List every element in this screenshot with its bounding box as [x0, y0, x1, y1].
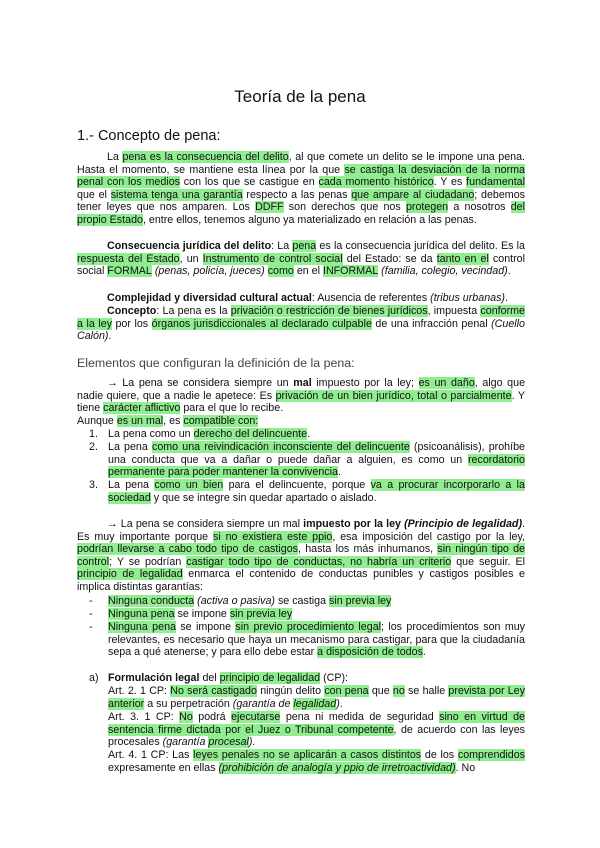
text-run: del — [199, 672, 220, 684]
italic-run: ) — [336, 697, 340, 710]
text-run: Aunque — [77, 415, 117, 427]
highlight: INFORMAL — [322, 265, 379, 278]
highlight: sino en virtud de sentencia firme dictada por el Juez o Tribunal competente — [108, 711, 525, 736]
text-run: . — [307, 428, 311, 440]
text-run: expresamente en ellas — [108, 761, 219, 774]
highlight: como una reivindicación inconsciente del delincuente — [151, 441, 410, 453]
italic-run: (familia, colegio, vecindad) — [378, 265, 508, 278]
highlight: principio de legalidad — [219, 672, 321, 684]
list-text — [108, 441, 525, 479]
text-run: , hasta los más inhumanos, — [297, 543, 438, 556]
highlight: no — [392, 685, 405, 697]
list-marker: a) — [89, 672, 99, 684]
highlight: del propio Estado — [77, 201, 525, 226]
text-run: es la consecuencia jurídica del delito. Es la — [316, 240, 526, 252]
highlight: sin ningún tipo de control — [77, 543, 525, 568]
highlight: DDFF — [255, 201, 284, 214]
text-run: , un — [179, 252, 203, 265]
highlight: principio de legalidad — [77, 568, 183, 581]
list-dash: - — [89, 621, 93, 633]
list-text — [108, 672, 525, 685]
document-title: Teoría de la pena — [234, 87, 366, 106]
italic-run: (activa o pasiva) — [194, 595, 275, 607]
bold-term: mal — [293, 377, 312, 389]
highlight: Ninguna pena — [108, 621, 176, 633]
text-run: . — [505, 292, 508, 304]
highlight: sin previa ley — [329, 595, 392, 607]
italic-run: (garantía — [162, 736, 209, 749]
list-dash: - — [89, 595, 93, 607]
highlight: como un bien — [154, 479, 224, 491]
list-item — [77, 672, 525, 685]
highlight: derecho del delincuente — [193, 428, 308, 440]
highlight: recordatorio permanente para poder mantener la convivencia — [108, 453, 525, 479]
text-run: , es — [163, 415, 184, 427]
text-run: podrá — [192, 711, 232, 723]
text-run: son derechos que nos — [283, 201, 406, 214]
text-run: pena ni medida de seguridad — [280, 711, 440, 723]
text-run: Art. 2. 1 CP: — [108, 685, 171, 697]
italic-run: (penas, policía, jueces) — [151, 265, 265, 278]
text-run: del Estado: se da — [342, 252, 437, 265]
list-marker: 3. — [89, 479, 98, 491]
paragraph-aunque — [77, 415, 525, 428]
highlight: que ampare al ciudadano — [351, 188, 475, 201]
text-run: : La — [271, 240, 293, 252]
text-run: , al que comete un delito se le impone una pena. Hasta el momento, se mantiene esta línea por la que — [77, 151, 525, 176]
highlight: Ninguna pena — [108, 608, 175, 620]
paragraph-consecuencia — [77, 240, 525, 278]
highlight: a disposición de todos — [317, 646, 423, 659]
highlight: prevista por Ley anterior — [108, 685, 525, 710]
list-item — [77, 608, 525, 621]
list-text — [108, 621, 525, 659]
highlight: No será castigado — [170, 685, 257, 697]
highlight: legalidad — [293, 697, 337, 710]
highlight: como — [267, 265, 294, 278]
section-heading: 1.- Concepto de pena: — [77, 128, 221, 144]
text-run: La — [107, 151, 123, 163]
highlight: si no existiera este ppio — [213, 530, 333, 543]
text-run: ; debemos tener leyes que nos amparen. Los — [77, 188, 525, 214]
highlight: pena es la consecuencia del delito — [122, 151, 289, 163]
highlight: FORMAL — [107, 265, 152, 278]
list-text — [108, 428, 525, 441]
article-4 — [108, 749, 525, 774]
highlight: sin previa ley — [229, 608, 293, 620]
list-text — [108, 479, 525, 504]
list-marker: 2. — [89, 441, 98, 453]
highlight: compatible con: — [183, 415, 259, 427]
article-3 — [108, 711, 525, 749]
highlight: carácter aflictivo — [103, 402, 181, 415]
text-run: a su perpetración — [144, 697, 233, 710]
text-run: , algo que nadie quiere, que a nadie le apetece: Es — [77, 377, 526, 402]
text-run: Art. 4. 1 CP: Las — [108, 749, 194, 761]
highlight: fundamental — [466, 176, 525, 189]
text-run: . — [252, 736, 256, 749]
highlight: órganos jurisdiccionales al declarado culpable — [151, 317, 372, 330]
text-run: respecto a las penas — [242, 188, 352, 201]
list-item — [77, 595, 525, 608]
text-run: con los que se castigue en — [179, 176, 319, 189]
text-run: en el — [293, 265, 323, 278]
paragraph-concepto — [77, 305, 525, 343]
text-run: que seguir. El — [451, 555, 526, 568]
text-run: → La pena se considera siempre un mal — [107, 518, 304, 530]
list-item — [77, 479, 525, 504]
list-marker: 1. — [89, 428, 98, 440]
text-run: ningún delito — [256, 685, 325, 697]
text-run: ; Y se podrían — [109, 555, 187, 568]
highlight: va a procurar incorporarlo a la sociedad — [108, 479, 525, 504]
text-run: : Ausencia de referentes — [311, 292, 431, 304]
paragraph-legalidad — [77, 518, 525, 594]
list-dash: - — [89, 608, 93, 620]
text-run: . No — [455, 761, 476, 774]
article-2 — [108, 685, 525, 710]
text-run: La pena — [108, 479, 155, 491]
text-run: se halle — [404, 685, 449, 697]
highlight: leyes penales no se aplicarán a casos distintos — [193, 749, 422, 761]
highlight: es un mal — [116, 415, 164, 427]
text-run: . — [422, 646, 426, 659]
highlight: protegen — [405, 201, 449, 214]
list-item — [77, 621, 525, 659]
text-run: y que se integre sin quedar apartado o aislado. — [150, 491, 377, 504]
highlight: se castiga la desviación de la norma penal con los medios — [77, 163, 525, 189]
highlight: ejecutarse — [231, 711, 281, 723]
text-run: control social — [77, 252, 525, 278]
text-run: , esa imposición del castigo por la ley, — [332, 530, 526, 543]
bold-term: Consecuencia jurídica del delito — [107, 240, 272, 252]
text-run: . Y es — [433, 176, 467, 189]
italic-run: (garantía de — [232, 697, 294, 710]
bold-term: Concepto — [107, 305, 157, 317]
text-run: La pena — [108, 441, 152, 453]
highlight: tanto en el — [436, 252, 489, 265]
text-run: que — [368, 685, 393, 697]
highlight: con pena — [324, 685, 369, 697]
text-run: de una infracción penal — [371, 317, 492, 330]
text-run: . Es muy importante porque — [77, 518, 525, 543]
list-item — [77, 428, 525, 441]
paragraph-complejidad — [77, 292, 525, 305]
text-run: . Y tiene — [77, 389, 525, 415]
highlight: respuesta del Estado — [77, 252, 180, 265]
text-run: se impone — [174, 608, 230, 620]
highlight: castigar todo tipo de conductas, no habría un criterio — [186, 555, 452, 568]
bold-italic-run: (Principio de legalidad) — [404, 518, 522, 530]
text-run: impuesto por la ley; — [311, 377, 419, 389]
highlight: pena — [292, 240, 317, 252]
bold-term: impuesto por la ley — [303, 518, 401, 530]
paragraph-intro — [77, 151, 525, 227]
highlight: es un daño — [418, 377, 475, 389]
text-run: enmarca el contenido de conductas punibles y castigos posibles e implica distintas garantías: — [77, 568, 525, 593]
text-run: . — [339, 697, 343, 710]
highlight: Ninguna conducta — [108, 595, 195, 607]
subheading: Elementos que configuran la definición de la pena: — [77, 356, 355, 370]
highlight: (prohibición de analogía y ppio de irretroactividad) — [218, 761, 456, 774]
text-run: . — [337, 466, 341, 479]
highlight: cada momento histórico — [318, 176, 434, 189]
list-text — [108, 595, 525, 608]
text-run: (psicoanálisis), prohíbe una conducta que va a dañar o puede dañar a alguien, es como un — [108, 441, 525, 466]
bold-term: Complejidad y diversidad cultural actual — [107, 292, 312, 304]
italic-run: (tribus urbanas) — [430, 292, 505, 304]
text-run: para el que lo recibe. — [180, 402, 284, 415]
highlight: privación o restricción de bienes jurídicos — [230, 305, 428, 317]
italic-run: ) — [248, 736, 253, 749]
text-run: se impone — [175, 621, 236, 633]
text-run: , impuesta — [427, 305, 481, 317]
text-run: ; los procedimientos son muy relevantes, es necesario que haya un mecanismo para castigar, para que la ciudadanía sepa a qué atenerse; y para ello debe estar — [108, 621, 526, 659]
text-run: La pena como un — [108, 428, 194, 440]
text-run: (CP): — [320, 672, 348, 684]
text-run: . — [507, 265, 511, 278]
list-item — [77, 441, 525, 479]
paragraph-mal — [77, 377, 525, 415]
highlight: Instrumento de control social — [202, 252, 343, 265]
text-run: : La pena es la — [156, 305, 231, 317]
list-text — [108, 608, 525, 621]
highlight: procesal — [208, 736, 249, 749]
highlight: conforme a la ley — [77, 305, 525, 330]
highlight: podrían llevarse a cabo todo tipo de castigos — [77, 543, 298, 556]
text-run: por los — [111, 317, 152, 330]
text-run: → La pena se considera siempre un — [107, 377, 294, 389]
text-run: que el — [77, 188, 111, 201]
text-run: de los — [421, 749, 458, 761]
text-run: , entre ellos, tenemos alguno ya materializado en relación a las penas. — [142, 213, 477, 226]
text-run: se castiga — [274, 595, 330, 607]
highlight: No — [179, 711, 193, 723]
text-run: a nosotros — [448, 201, 511, 214]
highlight: privación de un bien jurídico, total o parcialmente — [275, 389, 512, 402]
highlight: comprendidos — [457, 749, 525, 761]
bold-term: Formulación legal — [108, 672, 200, 684]
text-run: para el delincuente, porque — [223, 479, 371, 491]
text-run: , de acuerdo con las leyes procesales — [108, 723, 526, 749]
text-run: . — [108, 330, 112, 343]
highlight: sistema tenga una garantía — [110, 188, 243, 201]
text-run: Art. 3. 1 CP: — [108, 711, 180, 723]
italic-run: (Cuello Calón) — [77, 317, 525, 343]
highlight: sin previo procedimiento legal — [235, 621, 382, 633]
